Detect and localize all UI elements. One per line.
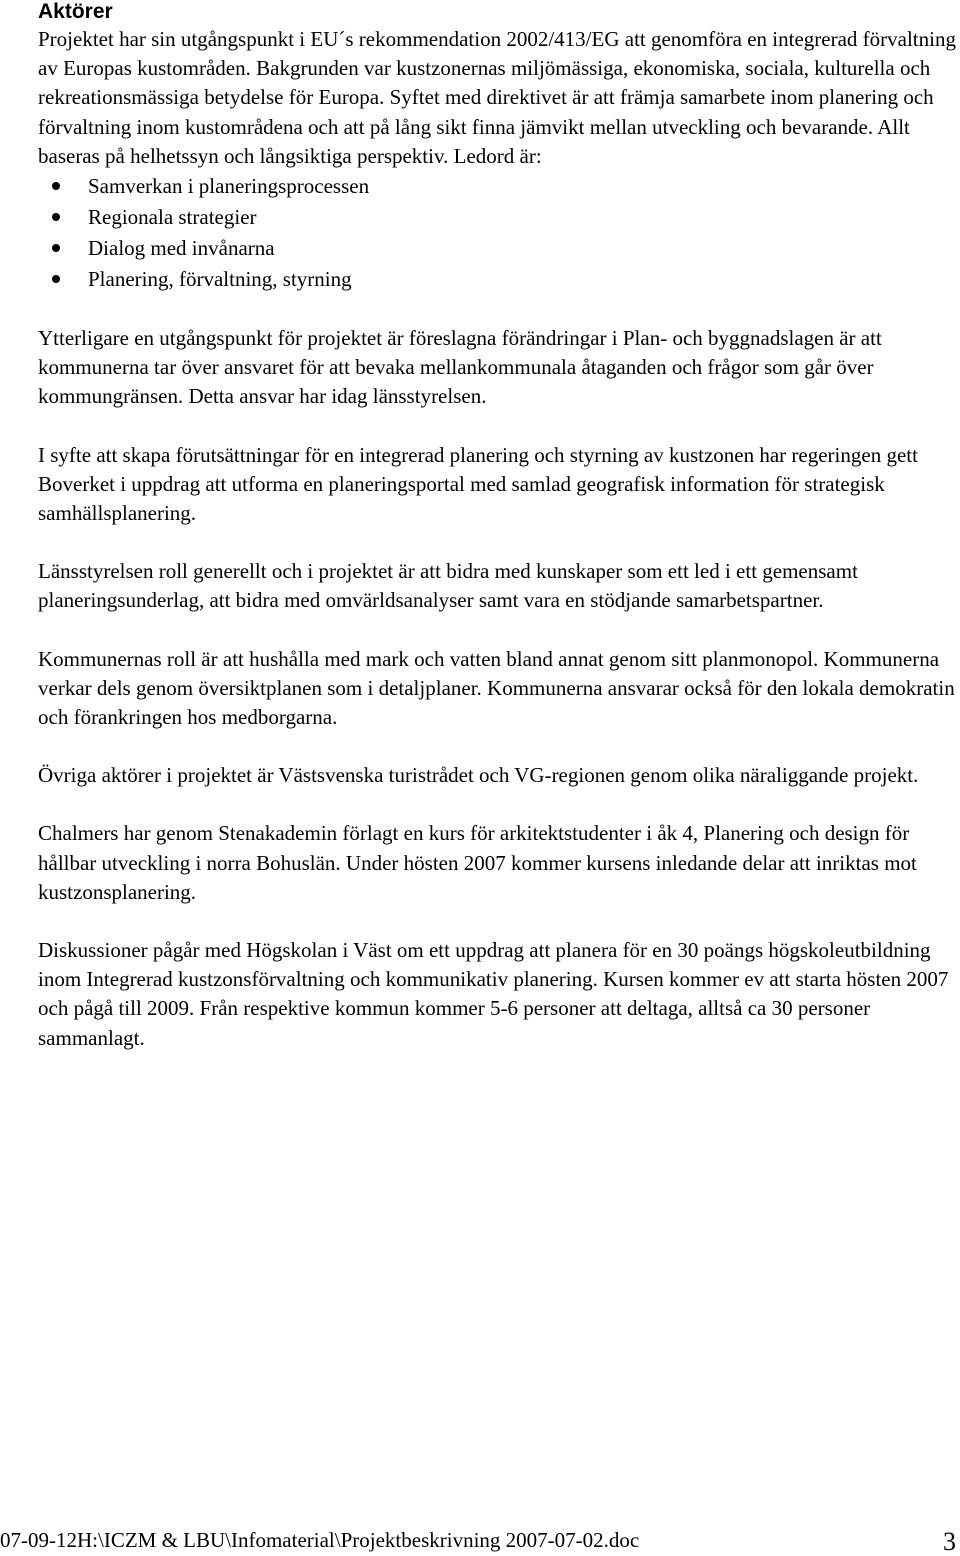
- page-footer: [0, 1526, 960, 1554]
- page-number: 3: [943, 1527, 956, 1556]
- bullet-icon: [52, 213, 60, 221]
- bullet-icon: [52, 182, 60, 190]
- keyword-item: [38, 202, 956, 233]
- paragraph-ovriga-aktorer: Övriga aktörer i projektet är Västsvenska turistrådet och VG-regionen genom olika näraliggande projekt.: [38, 763, 919, 788]
- keyword-text: Planering, förvaltning, styrning: [88, 267, 352, 292]
- intro-paragraph: Projektet har sin utgångspunkt i EU´s rekommendation 2002/413/EG att genomföra en integrerad förvaltning av Europas kustområden. Bakgrunden var kustzonernas miljömässiga, ekonomiska, sociala, kulturella och rekreationsmässiga betydelse för Europa. Syftet med direktivet är att främja samarbete inom planering och förvaltning inom kustområdena och att på lång sikt finna jämvikt mellan utveckling och bevarande. Allt baseras på helhetssyn och långsiktiga perspektiv. Ledord är:: [38, 27, 956, 168]
- footer-file-path: 07-09-12H:\ICZM & LBU\Infomaterial\Projektbeskrivning 2007-07-02.doc: [0, 1528, 640, 1552]
- paragraph-hogskolan-vast: Diskussioner pågår med Högskolan i Väst om ett uppdrag att planera för en 30 poängs högskoleutbildning inom Integrerad kustzonsförvaltning och kommunikativ planering. Kursen kommer ev att starta hösten 2007 och pågå till 2009. Från respektive kommun kommer 5-6 personer att deltaga, alltså ca 30 personer sammanlagt.: [38, 938, 949, 1050]
- bullet-icon: [52, 275, 60, 283]
- keyword-text: Regionala strategier: [88, 205, 257, 230]
- keyword-item: [38, 171, 956, 202]
- keyword-list: [38, 171, 956, 295]
- keyword-item: [38, 233, 956, 264]
- keyword-text: Samverkan i planeringsprocessen: [88, 174, 370, 199]
- paragraph-lansstyrelsen: Länsstyrelsen roll generellt och i projektet är att bidra med kunskaper som ett led i ett gemensamt planeringsunderlag, att bidra med omvärldsanalyser samt vara en stödjande samarbetspartner.: [38, 559, 858, 613]
- keyword-item: [38, 264, 956, 295]
- section-heading: Aktörer: [38, 0, 113, 23]
- paragraph-plan-bygglag: Ytterligare en utgångspunkt för projektet är föreslagna förändringar i Plan- och byggnadslagen är att kommunerna tar över ansvaret för att bevaka mellankommunala åtaganden och frågor som går över kommungränsen. Detta ansvar har idag länsstyrelsen.: [38, 326, 882, 409]
- document-body: [38, 0, 956, 1053]
- paragraph-kommunerna: Kommunernas roll är att hushålla med mark och vatten bland annat genom sitt planmonopol. Kommunerna verkar dels genom översiktplanen som i detaljplaner. Kommunerna ansvarar också för den lokala demokratin och förankringen hos medborgarna.: [38, 646, 955, 730]
- bullet-icon: [52, 244, 60, 252]
- paragraph-boverket: I syfte att skapa förutsättningar för en integrerad planering och styrning av kustzonen har regeringen gett Boverket i uppdrag att utforma en planeringsportal med samlad geografisk information för strategisk samhällsplanering.: [38, 442, 918, 526]
- paragraph-chalmers: Chalmers har genom Stenakademin förlagt en kurs för arkitektstudenter i åk 4, Planering och design för hållbar utveckling i norra Bohuslän. Under hösten 2007 kommer kursens inledande delar att inriktas mot kustzonsplanering.: [38, 821, 917, 904]
- keyword-text: Dialog med invånarna: [88, 236, 275, 261]
